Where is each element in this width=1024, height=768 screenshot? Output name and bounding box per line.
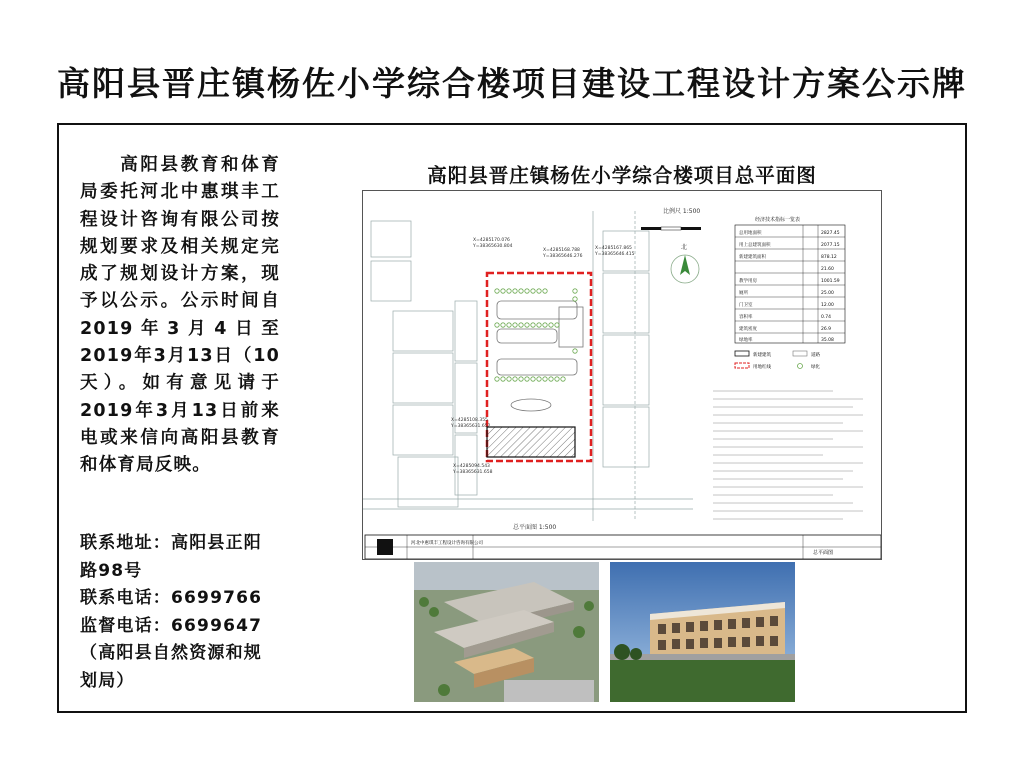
svg-text:X=4285094.543: X=4285094.543 — [453, 464, 490, 469]
svg-text:X=4285167.865: X=4285167.865 — [595, 246, 632, 251]
notice-body: 高阳县教育和体育局委托河北中惠琪丰工程设计咨询有限公司按规划要求及相关规定完成了规划设计方案，现予以公示。公示时间自2019年3月4日至2019年3月13日（10天）。如有意见请于2019年3月13日前来电或来信向高阳县教育和体育局反映。 — [80, 155, 280, 476]
svg-text:用上总建筑面积: 用上总建筑面积 — [739, 243, 771, 248]
svg-text:总平面图: 总平面图 — [813, 550, 834, 556]
svg-text:2077.15: 2077.15 — [821, 243, 840, 248]
svg-text:北: 北 — [681, 244, 688, 251]
new-building — [487, 427, 575, 457]
svg-text:Y=38365646.276: Y=38365646.276 — [543, 254, 583, 259]
contact-block — [80, 530, 280, 696]
svg-text:建筑密度: 建筑密度 — [739, 327, 757, 332]
svg-text:总用地面积: 总用地面积 — [739, 231, 762, 236]
svg-text:0.74: 0.74 — [821, 315, 832, 320]
svg-text:Y=38365631.652: Y=38365631.652 — [451, 424, 491, 429]
svg-text:1001.59: 1001.59 — [821, 279, 840, 284]
notice-text-block — [80, 152, 280, 480]
svg-text:新建建筑: 新建建筑 — [753, 353, 771, 358]
svg-text:绿化: 绿化 — [811, 365, 820, 370]
svg-text:容积率: 容积率 — [739, 315, 753, 320]
svg-text:X=4285170.076: X=4285170.076 — [473, 238, 510, 243]
svg-text:Y=38365630.804: Y=38365630.804 — [473, 244, 513, 249]
svg-text:878.12: 878.12 — [821, 255, 837, 260]
svg-text:用地红线: 用地红线 — [753, 365, 771, 370]
page-title: 高阳县晋庄镇杨佐小学综合楼项目建设工程设计方案公示牌 — [57, 64, 967, 103]
svg-text:2827.45: 2827.45 — [821, 231, 840, 236]
svg-text:新建建筑面积: 新建建筑面积 — [739, 255, 766, 260]
supervise-bureau: （高阳县自然资源和规划局） — [80, 643, 262, 691]
facade-rendering — [610, 562, 795, 702]
supervise-phone: 监督电话：6699647 — [80, 615, 263, 636]
svg-text:26.9: 26.9 — [821, 327, 832, 332]
svg-text:经济技术指标一览表: 经济技术指标一览表 — [755, 217, 801, 223]
contact-address: 联系地址：高阳县正阳路98号 — [80, 533, 262, 581]
contact-phone: 联系电话：6699766 — [80, 588, 263, 609]
aerial-rendering — [414, 562, 599, 702]
svg-text:厕所: 厕所 — [739, 291, 748, 296]
site-plan-drawing — [362, 190, 882, 560]
svg-text:12.00: 12.00 — [821, 303, 834, 308]
svg-text:教学用房: 教学用房 — [739, 279, 757, 284]
site-plan-svg — [363, 191, 882, 560]
svg-text:绿地率: 绿地率 — [739, 338, 753, 343]
plan-bottom-label: 总平面图 1:500 — [513, 524, 557, 531]
svg-text:河北中惠琪丰工程设计咨询有限公司: 河北中惠琪丰工程设计咨询有限公司 — [411, 541, 483, 546]
svg-text:X=4285108.355: X=4285108.355 — [451, 418, 488, 423]
svg-text:21.60: 21.60 — [821, 267, 834, 272]
svg-text:道路: 道路 — [811, 353, 820, 358]
svg-text:X=4285168.788: X=4285168.788 — [543, 248, 580, 253]
svg-text:Y=38365631.658: Y=38365631.658 — [453, 470, 493, 475]
site-plan-title: 高阳县晋庄镇杨佐小学综合楼项目总平面图 — [427, 164, 817, 187]
svg-text:Y=38365646.415: Y=38365646.415 — [595, 252, 635, 257]
svg-text:35.08: 35.08 — [821, 338, 834, 343]
svg-text:25.00: 25.00 — [821, 291, 834, 296]
svg-text:比例尺 1:500: 比例尺 1:500 — [663, 208, 701, 215]
svg-text:门卫室: 门卫室 — [739, 303, 753, 308]
